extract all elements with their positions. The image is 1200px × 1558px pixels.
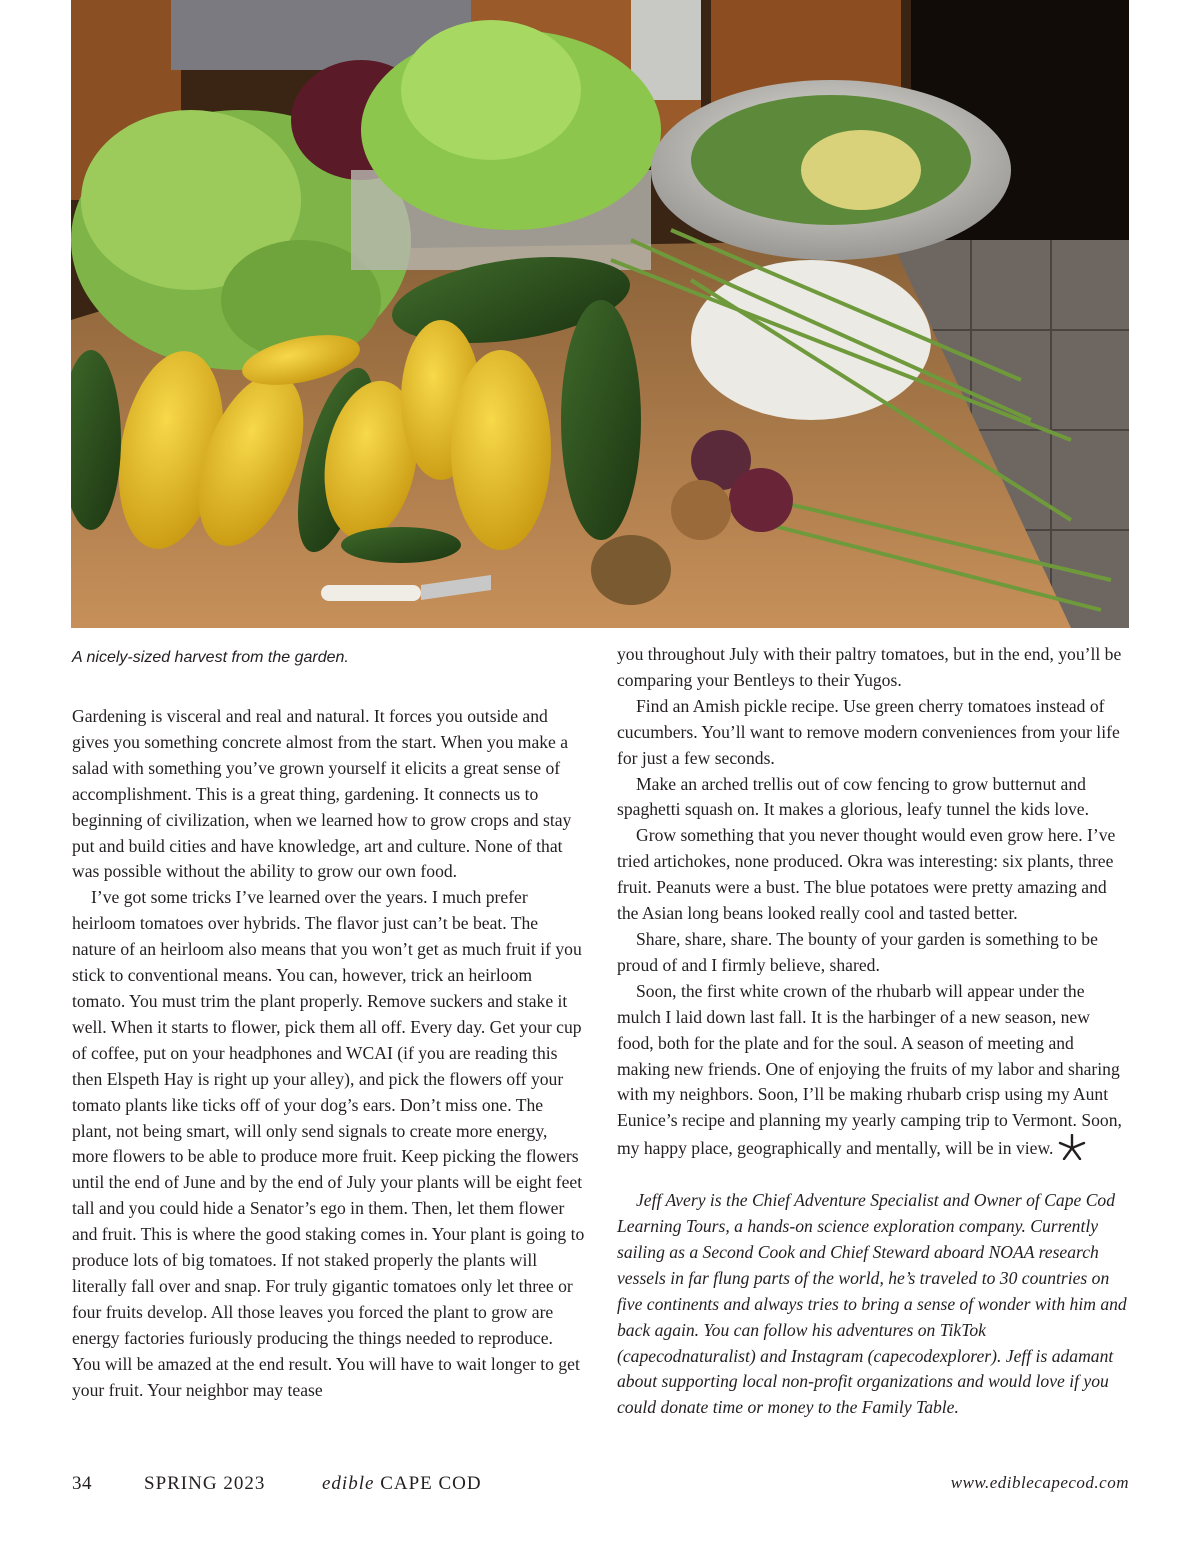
- vegetable-harvest-illustration: [71, 0, 1129, 628]
- magazine-name-rest: CAPE COD: [374, 1473, 482, 1494]
- body-paragraph: Grow something that you never thought would even grow here. I’ve tried artichokes, none produced. Okra was interesting: six plants, three fruit. Peanuts were a bust. The blue potatoes were pretty amazing and the Asian long beans looked really cool and tasted better.: [617, 825, 1116, 924]
- page-number: 34: [72, 1473, 92, 1494]
- final-paragraph-text: Soon, the first white crown of the rhubarb will appear under the mulch I laid down last fall. It is the harbinger of a new season, new food, both for the plate and for the soul. A season of meeting and making new friends. One of enjoying the fruits of my labor and sharing with my neighbors. Soon, I’ll be making rhubarb crisp using my Aunt Eunice’s recipe and planning my yearly camping trip to Vermont. Soon, my happy place, geographically and mentally, will be in view.: [617, 980, 1122, 1159]
- body-paragraph: Make an arched trellis out of cow fencing to grow butternut and spaghetti squash on. It makes a glorious, leafy tunnel the kids love.: [617, 773, 1090, 820]
- photo-caption: A nicely-sized harvest from the garden.: [72, 649, 349, 666]
- author-bio: Jeff Avery is the Chief Adventure Specialist and Owner of Cape Cod Learning Tours, a hands-on science exploration company. Currently sailing as a Second Cook and Chief Steward aboard NOAA research vessels in far flung parts of the world, he’s traveled to 30 countries on five continents and always tries to bring a sense of wonder with him and back again. You can follow his adventures on TikTok (capecodnaturalist) and Instagram (capecodexplorer). Jeff is adamant about supporting local non-profit organizations and would love if you could donate time or money to the Family Table.: [617, 1190, 1127, 1418]
- body-paragraph: I’ve got some tricks I’ve learned over the years. I much prefer heirloom tomatoes over hybrids. The flavor just can’t be beat. The nature of an heirloom also means that you won’t get as much fruit if you stick to conventional means. You can, however, trick an heirloom tomato. You must trim the plant properly. Remove suckers and stake it well. When it starts to flower, pick them all off. Every day. Get your cup of coffee, put on your headphones and WCAI (if you are reading this then Elspeth Hay is right up your alley), and pick the flowers off your tomato plants like ticks off of your dog’s ears. Don’t miss one. The plant, not being smart, will only send signals to create more energy, more flowers to be able to produce more fruit. Keep picking the flowers until the end of June and by the end of July your plants will be eight feet tall and you could hide a Senator’s ego in them. Then, let them flower and fruit. This is where the good staking comes in. Your plant is going to produce lots of big tomatoes. If not staked properly the plants will literally fall over and snap. For truly gigantic tomatoes only let three or four fruits develop. All those leaves you forced the plant to grow are energy factories furiously producing the things needed to reproduce. You will be amazed at the end result. You will have to wait longer to get your fruit. Your neighbor may tease: [72, 887, 585, 1400]
- page-footer: [72, 1473, 1129, 1503]
- body-paragraph: Share, share, share. The bounty of your garden is something to be proud of and I firmly believe, shared.: [617, 928, 1098, 975]
- magazine-name: [322, 1473, 482, 1495]
- star-end-mark-icon: [1057, 1134, 1087, 1160]
- harvest-photo: [71, 0, 1129, 628]
- final-paragraph: [617, 979, 1129, 1162]
- body-paragraph: Find an Amish pickle recipe. Use green cherry tomatoes instead of cucumbers. You’ll want to remove modern conveniences from your life for just a few seconds.: [617, 695, 1120, 768]
- website-link[interactable]: www.ediblecapecod.com: [950, 1473, 1129, 1492]
- left-text-column: [72, 704, 585, 1403]
- body-paragraph: Gardening is visceral and real and natural. It forces you outside and gives you something concrete almost from the start. When you make a salad with something you’ve grown yourself it elicits a great sense of accomplishment. This is a great thing, gardening. It connects us to beginning of civilization, when we learned how to grow crops and stay put and build cities and have knowledge, art and culture. None of that was possible without the ability to grow our own food.: [72, 706, 572, 882]
- body-paragraph: you throughout July with their paltry tomatoes, but in the end, you’ll be comparing your Bentleys to their Yugos.: [617, 644, 1122, 690]
- issue-label: SPRING 2023: [144, 1473, 266, 1494]
- right-text-column: [617, 642, 1129, 1421]
- magazine-name-edible: edible: [322, 1473, 375, 1494]
